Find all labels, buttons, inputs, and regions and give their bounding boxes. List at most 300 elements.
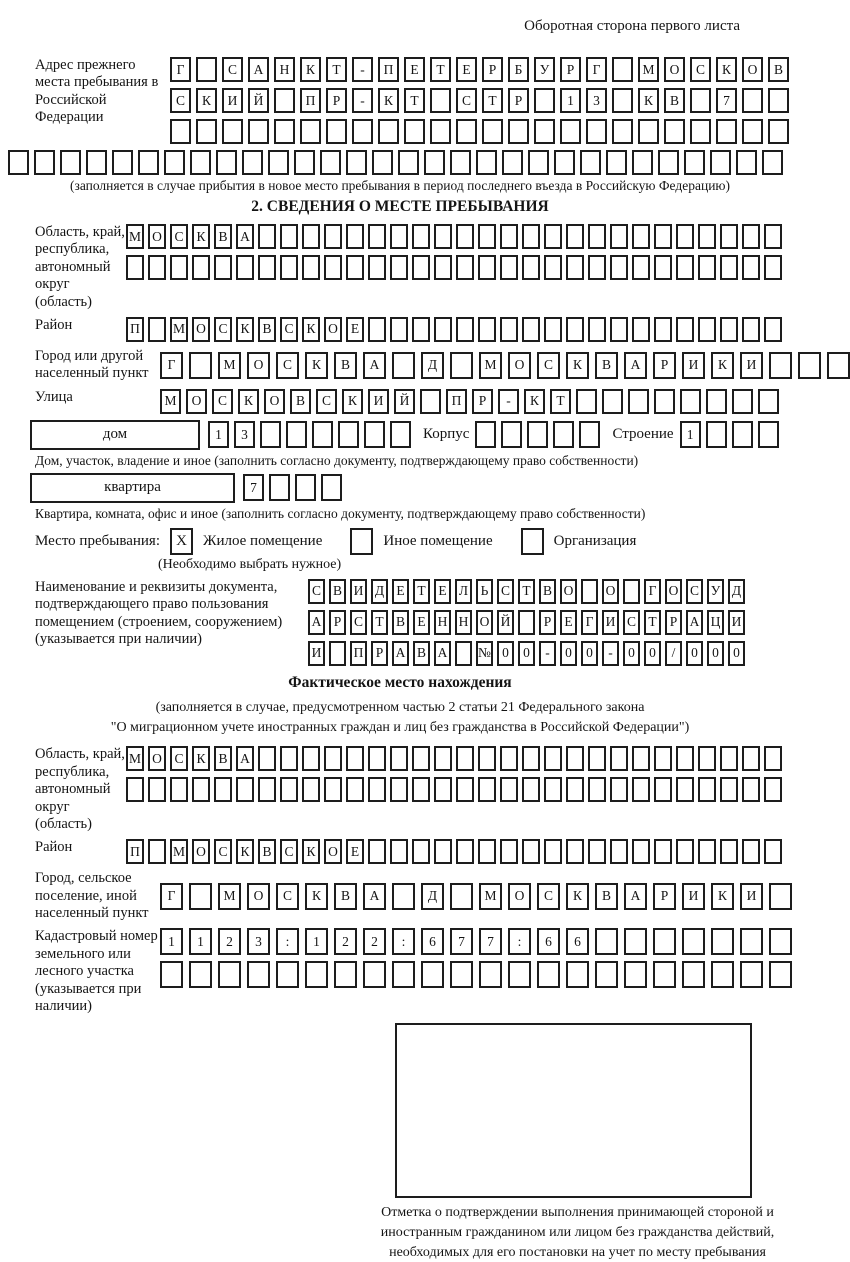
char-cell[interactable] — [595, 928, 618, 955]
char-cell[interactable] — [390, 839, 408, 864]
char-cell[interactable]: В — [290, 389, 311, 414]
char-cell[interactable]: Р — [329, 610, 346, 635]
char-cell[interactable] — [192, 777, 210, 802]
char-cell[interactable] — [676, 746, 694, 771]
char-cell[interactable] — [412, 777, 430, 802]
char-cell[interactable]: В — [595, 352, 618, 379]
char-cell[interactable]: П — [126, 839, 144, 864]
char-cell[interactable] — [682, 928, 705, 955]
char-cell[interactable] — [612, 57, 633, 82]
char-cell[interactable] — [544, 224, 562, 249]
char-cell[interactable]: М — [126, 224, 144, 249]
char-cell[interactable]: 6 — [566, 928, 589, 955]
char-cell[interactable]: 6 — [421, 928, 444, 955]
char-cell[interactable] — [334, 961, 357, 988]
char-cell[interactable] — [632, 746, 650, 771]
char-cell[interactable] — [479, 961, 502, 988]
char-cell[interactable] — [352, 119, 373, 144]
char-cell[interactable]: Г — [586, 57, 607, 82]
char-cell[interactable]: К — [378, 88, 399, 113]
char-cell[interactable]: В — [329, 579, 346, 604]
char-cell[interactable] — [522, 224, 540, 249]
char-cell[interactable] — [566, 255, 584, 280]
char-cell[interactable] — [280, 224, 298, 249]
char-cell[interactable] — [392, 352, 415, 379]
char-cell[interactable]: П — [446, 389, 467, 414]
char-cell[interactable]: С — [222, 57, 243, 82]
char-cell[interactable]: 1 — [560, 88, 581, 113]
char-cell[interactable] — [690, 119, 711, 144]
char-cell[interactable]: 3 — [234, 421, 255, 448]
char-cell[interactable]: С — [170, 88, 191, 113]
char-cell[interactable]: Е — [346, 839, 364, 864]
char-cell[interactable] — [732, 389, 753, 414]
char-cell[interactable] — [544, 839, 562, 864]
char-cell[interactable]: В — [595, 883, 618, 910]
char-cell[interactable] — [302, 255, 320, 280]
char-cell[interactable]: К — [192, 224, 210, 249]
char-cell[interactable]: Ц — [707, 610, 724, 635]
char-cell[interactable] — [412, 317, 430, 342]
char-cell[interactable] — [324, 746, 342, 771]
char-cell[interactable] — [676, 255, 694, 280]
char-cell[interactable] — [654, 777, 672, 802]
stay-checkbox-organization[interactable] — [521, 528, 544, 555]
char-cell[interactable] — [412, 224, 430, 249]
char-cell[interactable]: О — [602, 579, 619, 604]
char-cell[interactable]: 7 — [479, 928, 502, 955]
char-cell[interactable]: П — [300, 88, 321, 113]
char-cell[interactable] — [276, 961, 299, 988]
char-cell[interactable] — [478, 255, 496, 280]
char-cell[interactable]: И — [602, 610, 619, 635]
char-cell[interactable]: К — [238, 389, 259, 414]
char-cell[interactable] — [236, 255, 254, 280]
char-cell[interactable] — [500, 839, 518, 864]
char-cell[interactable] — [320, 150, 341, 175]
char-cell[interactable]: 0 — [644, 641, 661, 666]
char-cell[interactable]: № — [476, 641, 493, 666]
char-cell[interactable] — [434, 224, 452, 249]
char-cell[interactable] — [654, 224, 672, 249]
char-cell[interactable]: С — [280, 317, 298, 342]
char-cell[interactable] — [682, 961, 705, 988]
char-cell[interactable] — [346, 746, 364, 771]
char-cell[interactable]: Е — [346, 317, 364, 342]
char-cell[interactable] — [710, 150, 731, 175]
char-cell[interactable] — [274, 119, 295, 144]
char-cell[interactable]: И — [350, 579, 367, 604]
char-cell[interactable] — [421, 961, 444, 988]
char-cell[interactable]: Т — [430, 57, 451, 82]
char-cell[interactable] — [632, 839, 650, 864]
char-cell[interactable] — [189, 883, 212, 910]
char-cell[interactable] — [160, 961, 183, 988]
char-cell[interactable] — [632, 150, 653, 175]
char-cell[interactable] — [654, 317, 672, 342]
char-cell[interactable] — [566, 746, 584, 771]
char-cell[interactable]: К — [716, 57, 737, 82]
char-cell[interactable] — [456, 317, 474, 342]
char-cell[interactable]: С — [456, 88, 477, 113]
char-cell[interactable] — [553, 421, 574, 448]
char-cell[interactable] — [769, 928, 792, 955]
char-cell[interactable]: И — [222, 88, 243, 113]
char-cell[interactable] — [164, 150, 185, 175]
char-cell[interactable]: И — [728, 610, 745, 635]
char-cell[interactable] — [698, 317, 716, 342]
char-cell[interactable] — [478, 777, 496, 802]
char-cell[interactable] — [654, 255, 672, 280]
char-cell[interactable] — [247, 961, 270, 988]
char-cell[interactable]: В — [664, 88, 685, 113]
char-cell[interactable]: О — [186, 389, 207, 414]
char-cell[interactable] — [610, 255, 628, 280]
char-cell[interactable]: 2 — [334, 928, 357, 955]
char-cell[interactable]: С — [497, 579, 514, 604]
char-cell[interactable]: В — [258, 317, 276, 342]
char-cell[interactable] — [798, 352, 821, 379]
char-cell[interactable]: С — [276, 352, 299, 379]
char-cell[interactable] — [740, 928, 763, 955]
char-cell[interactable]: С — [276, 883, 299, 910]
char-cell[interactable]: С — [537, 883, 560, 910]
char-cell[interactable] — [716, 119, 737, 144]
char-cell[interactable] — [148, 777, 166, 802]
char-cell[interactable] — [606, 150, 627, 175]
char-cell[interactable] — [632, 317, 650, 342]
char-cell[interactable]: В — [258, 839, 276, 864]
char-cell[interactable]: : — [508, 928, 531, 955]
char-cell[interactable] — [500, 777, 518, 802]
char-cell[interactable] — [698, 255, 716, 280]
char-cell[interactable] — [372, 150, 393, 175]
char-cell[interactable]: К — [711, 352, 734, 379]
char-cell[interactable]: С — [690, 57, 711, 82]
char-cell[interactable]: - — [352, 88, 373, 113]
char-cell[interactable] — [769, 961, 792, 988]
char-cell[interactable]: К — [566, 883, 589, 910]
char-cell[interactable]: Т — [326, 57, 347, 82]
char-cell[interactable] — [732, 421, 753, 448]
char-cell[interactable]: Д — [421, 352, 444, 379]
char-cell[interactable] — [196, 119, 217, 144]
char-cell[interactable]: 7 — [716, 88, 737, 113]
char-cell[interactable]: Т — [371, 610, 388, 635]
char-cell[interactable]: К — [638, 88, 659, 113]
char-cell[interactable] — [566, 961, 589, 988]
char-cell[interactable] — [434, 839, 452, 864]
char-cell[interactable] — [595, 961, 618, 988]
char-cell[interactable] — [390, 777, 408, 802]
char-cell[interactable] — [676, 777, 694, 802]
char-cell[interactable] — [742, 224, 760, 249]
char-cell[interactable] — [720, 224, 738, 249]
char-cell[interactable] — [522, 746, 540, 771]
char-cell[interactable]: Г — [581, 610, 598, 635]
char-cell[interactable] — [711, 961, 734, 988]
char-cell[interactable] — [420, 389, 441, 414]
char-cell[interactable] — [305, 961, 328, 988]
char-cell[interactable] — [566, 224, 584, 249]
char-cell[interactable] — [762, 150, 783, 175]
char-cell[interactable] — [566, 317, 584, 342]
char-cell[interactable] — [214, 777, 232, 802]
char-cell[interactable]: К — [300, 57, 321, 82]
char-cell[interactable] — [623, 579, 640, 604]
char-cell[interactable] — [534, 88, 555, 113]
char-cell[interactable]: Й — [497, 610, 514, 635]
char-cell[interactable] — [586, 119, 607, 144]
char-cell[interactable]: Р — [371, 641, 388, 666]
char-cell[interactable] — [522, 317, 540, 342]
char-cell[interactable] — [676, 839, 694, 864]
char-cell[interactable] — [632, 777, 650, 802]
char-cell[interactable] — [610, 317, 628, 342]
char-cell[interactable] — [610, 746, 628, 771]
char-cell[interactable] — [412, 746, 430, 771]
char-cell[interactable]: М — [479, 352, 502, 379]
char-cell[interactable]: / — [665, 641, 682, 666]
char-cell[interactable]: О — [742, 57, 763, 82]
char-cell[interactable]: В — [334, 883, 357, 910]
char-cell[interactable]: К — [302, 839, 320, 864]
char-cell[interactable]: - — [602, 641, 619, 666]
char-cell[interactable]: В — [334, 352, 357, 379]
char-cell[interactable] — [612, 88, 633, 113]
char-cell[interactable] — [764, 317, 782, 342]
char-cell[interactable]: А — [392, 641, 409, 666]
char-cell[interactable]: А — [363, 883, 386, 910]
char-cell[interactable] — [581, 579, 598, 604]
char-cell[interactable]: А — [236, 746, 254, 771]
char-cell[interactable] — [588, 224, 606, 249]
char-cell[interactable]: Р — [326, 88, 347, 113]
char-cell[interactable] — [508, 119, 529, 144]
char-cell[interactable] — [321, 474, 342, 501]
char-cell[interactable] — [148, 255, 166, 280]
char-cell[interactable] — [312, 421, 333, 448]
char-cell[interactable] — [475, 421, 496, 448]
char-cell[interactable] — [527, 421, 548, 448]
char-cell[interactable] — [632, 224, 650, 249]
char-cell[interactable]: М — [160, 389, 181, 414]
char-cell[interactable] — [588, 777, 606, 802]
char-cell[interactable] — [690, 88, 711, 113]
char-cell[interactable] — [424, 150, 445, 175]
char-cell[interactable] — [126, 777, 144, 802]
char-cell[interactable]: Е — [413, 610, 430, 635]
char-cell[interactable]: П — [378, 57, 399, 82]
char-cell[interactable] — [295, 474, 316, 501]
char-cell[interactable]: Е — [392, 579, 409, 604]
char-cell[interactable] — [500, 224, 518, 249]
char-cell[interactable] — [192, 255, 210, 280]
char-cell[interactable]: В — [214, 224, 232, 249]
char-cell[interactable]: П — [126, 317, 144, 342]
char-cell[interactable]: О — [192, 317, 210, 342]
char-cell[interactable] — [338, 421, 359, 448]
char-cell[interactable] — [455, 641, 472, 666]
char-cell[interactable] — [196, 57, 217, 82]
char-cell[interactable]: И — [740, 352, 763, 379]
char-cell[interactable] — [60, 150, 81, 175]
char-cell[interactable]: Л — [455, 579, 472, 604]
char-cell[interactable] — [324, 777, 342, 802]
char-cell[interactable] — [628, 389, 649, 414]
char-cell[interactable] — [302, 777, 320, 802]
char-cell[interactable] — [450, 883, 473, 910]
char-cell[interactable] — [576, 389, 597, 414]
char-cell[interactable]: К — [711, 883, 734, 910]
char-cell[interactable]: И — [308, 641, 325, 666]
char-cell[interactable] — [624, 961, 647, 988]
char-cell[interactable] — [742, 777, 760, 802]
char-cell[interactable] — [478, 839, 496, 864]
char-cell[interactable] — [658, 150, 679, 175]
char-cell[interactable]: 6 — [537, 928, 560, 955]
char-cell[interactable] — [450, 150, 471, 175]
char-cell[interactable] — [554, 150, 575, 175]
char-cell[interactable]: С — [280, 839, 298, 864]
char-cell[interactable]: Г — [170, 57, 191, 82]
char-cell[interactable] — [274, 88, 295, 113]
char-cell[interactable] — [368, 317, 386, 342]
char-cell[interactable] — [280, 746, 298, 771]
char-cell[interactable] — [632, 255, 650, 280]
char-cell[interactable]: С — [316, 389, 337, 414]
char-cell[interactable]: К — [305, 352, 328, 379]
char-cell[interactable] — [302, 746, 320, 771]
char-cell[interactable] — [610, 224, 628, 249]
char-cell[interactable] — [654, 389, 675, 414]
char-cell[interactable] — [378, 119, 399, 144]
char-cell[interactable] — [500, 317, 518, 342]
char-cell[interactable]: 0 — [497, 641, 514, 666]
char-cell[interactable]: О — [508, 883, 531, 910]
char-cell[interactable] — [740, 961, 763, 988]
char-cell[interactable] — [476, 150, 497, 175]
char-cell[interactable] — [544, 777, 562, 802]
char-cell[interactable]: Й — [248, 88, 269, 113]
char-cell[interactable]: О — [247, 352, 270, 379]
char-cell[interactable] — [676, 317, 694, 342]
char-cell[interactable] — [653, 961, 676, 988]
char-cell[interactable] — [588, 255, 606, 280]
char-cell[interactable] — [664, 119, 685, 144]
char-cell[interactable]: К — [342, 389, 363, 414]
char-cell[interactable] — [706, 389, 727, 414]
char-cell[interactable]: С — [212, 389, 233, 414]
char-cell[interactable]: Е — [404, 57, 425, 82]
char-cell[interactable]: В — [413, 641, 430, 666]
char-cell[interactable] — [302, 224, 320, 249]
char-cell[interactable]: - — [539, 641, 556, 666]
char-cell[interactable] — [698, 224, 716, 249]
char-cell[interactable] — [216, 150, 237, 175]
char-cell[interactable]: Т — [644, 610, 661, 635]
char-cell[interactable] — [390, 255, 408, 280]
char-cell[interactable] — [258, 255, 276, 280]
char-cell[interactable] — [720, 255, 738, 280]
char-cell[interactable] — [189, 352, 212, 379]
char-cell[interactable]: И — [740, 883, 763, 910]
char-cell[interactable]: О — [148, 746, 166, 771]
char-cell[interactable]: К — [236, 839, 254, 864]
char-cell[interactable] — [392, 883, 415, 910]
char-cell[interactable] — [624, 928, 647, 955]
char-cell[interactable] — [698, 839, 716, 864]
char-cell[interactable]: 1 — [160, 928, 183, 955]
char-cell[interactable] — [610, 777, 628, 802]
char-cell[interactable]: : — [276, 928, 299, 955]
char-cell[interactable]: 2 — [363, 928, 386, 955]
char-cell[interactable] — [189, 961, 212, 988]
char-cell[interactable] — [368, 777, 386, 802]
char-cell[interactable] — [534, 119, 555, 144]
char-cell[interactable]: К — [566, 352, 589, 379]
char-cell[interactable] — [430, 119, 451, 144]
char-cell[interactable]: 1 — [305, 928, 328, 955]
char-cell[interactable]: О — [148, 224, 166, 249]
char-cell[interactable]: И — [682, 883, 705, 910]
char-cell[interactable] — [404, 119, 425, 144]
char-cell[interactable]: Т — [550, 389, 571, 414]
char-cell[interactable]: Р — [472, 389, 493, 414]
char-cell[interactable]: Н — [274, 57, 295, 82]
char-cell[interactable] — [654, 839, 672, 864]
char-cell[interactable] — [827, 352, 850, 379]
char-cell[interactable] — [566, 777, 584, 802]
char-cell[interactable] — [346, 150, 367, 175]
char-cell[interactable]: Б — [508, 57, 529, 82]
char-cell[interactable] — [112, 150, 133, 175]
char-cell[interactable]: К — [524, 389, 545, 414]
char-cell[interactable] — [500, 255, 518, 280]
char-cell[interactable] — [768, 88, 789, 113]
char-cell[interactable]: И — [682, 352, 705, 379]
char-cell[interactable]: Н — [455, 610, 472, 635]
char-cell[interactable]: Р — [508, 88, 529, 113]
char-cell[interactable] — [544, 255, 562, 280]
char-cell[interactable]: К — [305, 883, 328, 910]
char-cell[interactable]: 3 — [586, 88, 607, 113]
char-cell[interactable] — [769, 352, 792, 379]
char-cell[interactable]: С — [686, 579, 703, 604]
char-cell[interactable] — [698, 777, 716, 802]
char-cell[interactable] — [742, 746, 760, 771]
char-cell[interactable]: В — [539, 579, 556, 604]
char-cell[interactable]: Г — [644, 579, 661, 604]
char-cell[interactable] — [456, 224, 474, 249]
char-cell[interactable] — [544, 317, 562, 342]
char-cell[interactable]: 1 — [189, 928, 212, 955]
char-cell[interactable] — [258, 777, 276, 802]
char-cell[interactable] — [324, 224, 342, 249]
char-cell[interactable]: М — [218, 883, 241, 910]
char-cell[interactable] — [758, 389, 779, 414]
char-cell[interactable]: Й — [394, 389, 415, 414]
char-cell[interactable]: К — [192, 746, 210, 771]
char-cell[interactable]: А — [236, 224, 254, 249]
char-cell[interactable] — [676, 224, 694, 249]
char-cell[interactable] — [482, 119, 503, 144]
char-cell[interactable]: С — [350, 610, 367, 635]
char-cell[interactable]: Ь — [476, 579, 493, 604]
char-cell[interactable] — [242, 150, 263, 175]
char-cell[interactable] — [711, 928, 734, 955]
char-cell[interactable]: 7 — [243, 474, 264, 501]
